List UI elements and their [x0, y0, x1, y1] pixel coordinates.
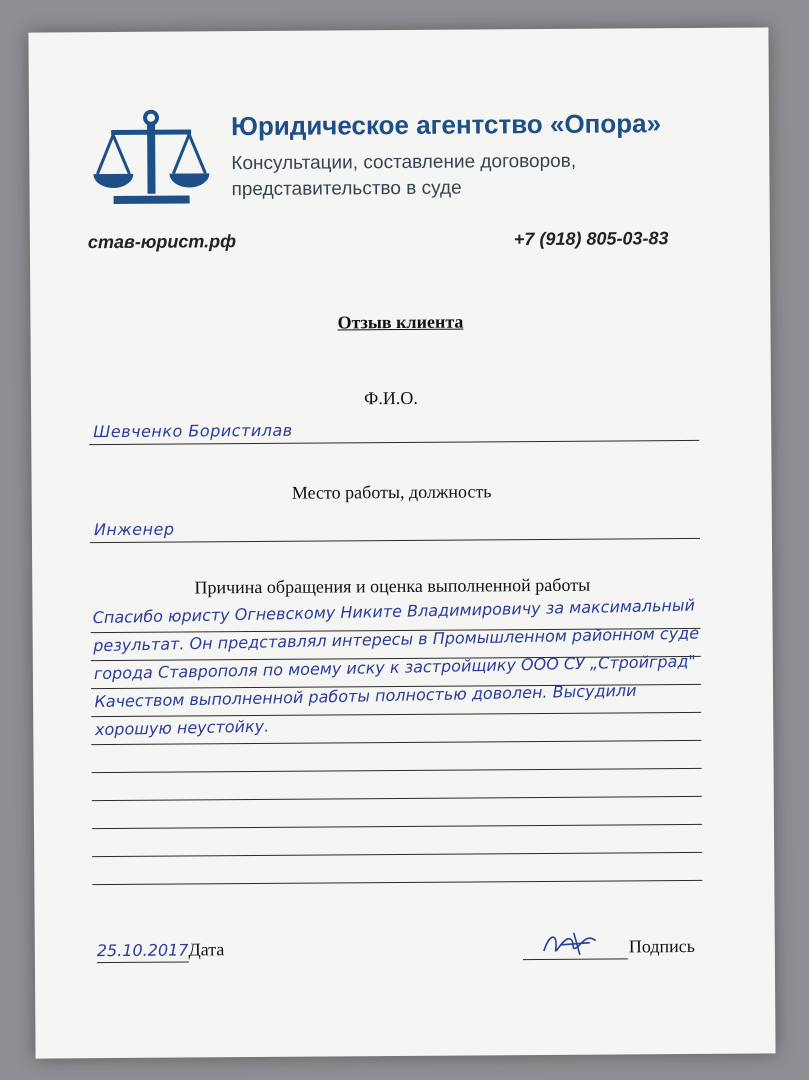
website: став-юрист.рф: [87, 231, 237, 253]
reason-line: [92, 880, 702, 885]
reason-value: Спасибо юристу Огневскому Никите Владимировичу за максимальный результат. Он представлял интересы в Промышленном районном суде города Ставрополя по моему иску к застройщику ООО СУ „Стройград" Качеством выполненной работы полностью доволен. Высудили хорошую неустойку.: [92, 595, 700, 740]
fio-line: [89, 440, 699, 445]
reason-line: [92, 852, 702, 857]
date-value: 25.10.2017: [97, 941, 189, 964]
review-form-sheet: [28, 27, 775, 1058]
date-field: [97, 939, 225, 963]
signature-mark: [540, 927, 600, 961]
reason-line: [92, 768, 702, 773]
document-title: Отзыв клиента: [337, 311, 464, 333]
phone-number: +7 (918) 805-03-83: [513, 228, 669, 250]
fio-label: Ф.И.О.: [364, 387, 418, 409]
work-value: Инженер: [93, 519, 175, 540]
signature-label: Подпись: [628, 935, 695, 957]
agency-subtitle: Консультации, составление договоров, представительство в суде: [231, 150, 577, 201]
work-label: Место работы, должность: [291, 481, 492, 503]
agency-name: Юридическое агентство «Опора»: [230, 108, 662, 142]
fio-value: Шевченко Бористилав: [93, 420, 293, 442]
work-line: [90, 538, 700, 543]
date-label: Дата: [188, 939, 225, 960]
reason-line: [92, 824, 702, 829]
scales-icon: [91, 107, 212, 208]
reason-line: [92, 796, 702, 801]
reason-label: Причина обращения и оценка выполненной работы: [194, 574, 591, 598]
